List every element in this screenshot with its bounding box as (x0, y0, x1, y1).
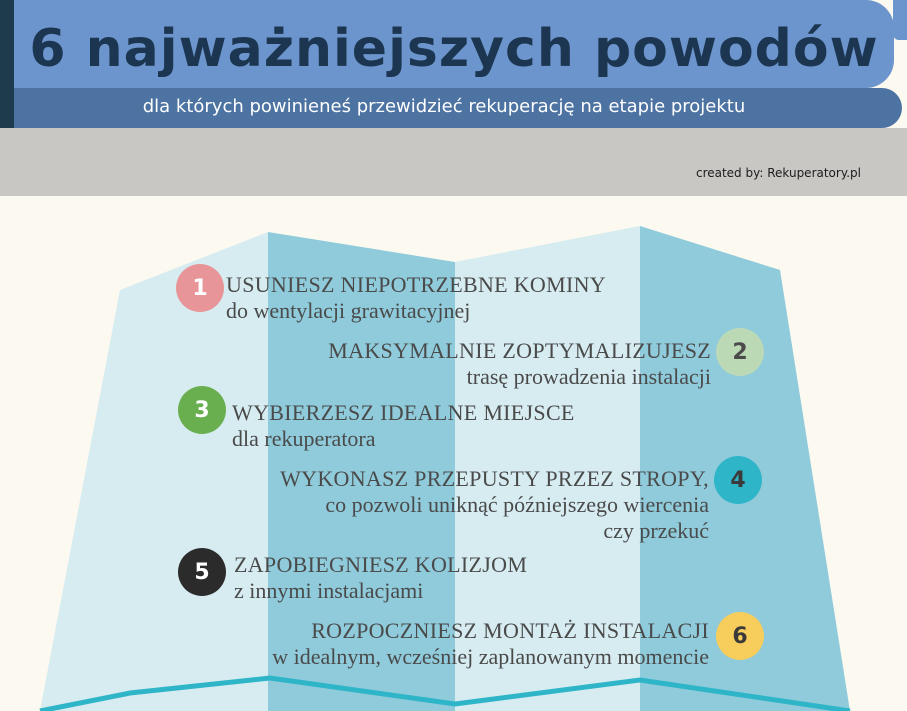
reason-heading: WYBIERZESZ IDEALNE MIEJSCE (232, 400, 575, 425)
badge-number: 1 (192, 275, 208, 301)
badge-number: 3 (194, 397, 210, 423)
reason-heading: USUNIESZ NIEPOTRZEBNE KOMINY (226, 272, 606, 297)
reason-detail: dla rekuperatora (232, 426, 376, 451)
badge-2 (716, 328, 764, 376)
badge-number: 4 (730, 467, 746, 493)
badge-number: 5 (194, 559, 210, 585)
reason-detail: w idealnym, wcześniej zaplanowanym momencie (272, 644, 709, 669)
badge-number: 2 (732, 339, 748, 365)
reason-3 (232, 400, 575, 452)
badge-number: 6 (732, 623, 748, 649)
reason-heading: ROZPOCZNIESZ MONTAŻ INSTALACJI (311, 618, 709, 643)
reason-4 (280, 466, 709, 544)
reason-heading: MAKSYMALNIE ZOPTYMALIZUJESZ (328, 338, 711, 363)
reason-detail: trasę prowadzenia instalacji (466, 364, 711, 389)
credit-text: created by: Rekuperatory.pl (695, 166, 861, 180)
reason-detail: z innymi instalacjami (234, 578, 424, 603)
reason-heading: ZAPOBIEGNIESZ KOLIZJOM (234, 552, 528, 577)
badge-4 (714, 456, 762, 504)
badge-6 (716, 612, 764, 660)
reason-detail: do wentylacji grawitacyjnej (226, 298, 471, 323)
badge-3 (178, 386, 226, 434)
reason-detail-continued: czy przekuć (603, 518, 709, 543)
reason-detail: co pozwoli uniknąć późniejszego wiercenia (325, 492, 709, 517)
badge-5 (178, 548, 226, 596)
badge-1 (176, 264, 224, 312)
reason-6 (272, 618, 709, 670)
reason-heading: WYKONASZ PRZEPUSTY PRZEZ STROPY, (280, 466, 709, 491)
reason-1 (226, 272, 606, 324)
page-title: 6 najważniejszych powodów (29, 19, 879, 79)
page-subtitle: dla których powinieneś przewidzieć rekuperację na etapie projektu (142, 96, 746, 117)
reason-5 (234, 552, 527, 604)
reason-2 (328, 338, 711, 390)
